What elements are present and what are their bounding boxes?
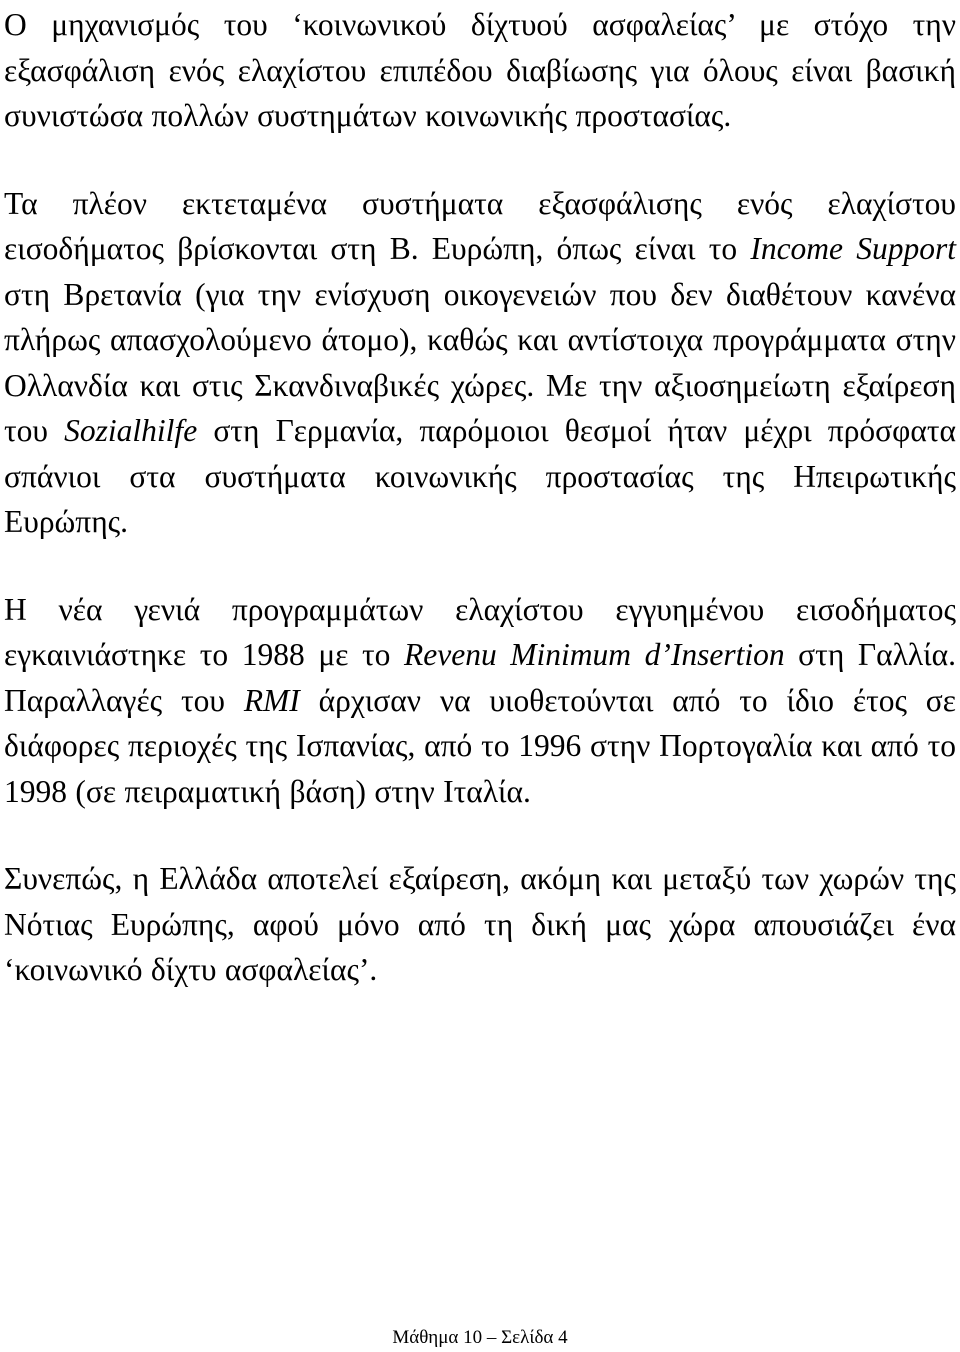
paragraph-text: άρχισαν να υιοθετούνται από το ίδιο έτος σε διάφορες περιοχές της Ισπανίας, από το 1996 στην Πορτογαλία και από το 1998 (σε πειραματική βάση) στην Ιταλία.	[4, 682, 956, 809]
paragraph-greece-exception	[4, 856, 956, 993]
italic-term-rmi-full: Revenu Minimum d’Insertion	[404, 637, 785, 672]
italic-term-sozialhilfe: Sozialhilfe	[64, 413, 198, 448]
page-number-label: Μάθημα 10 – Σελίδα 4	[392, 1327, 568, 1348]
paragraph-new-generation	[4, 587, 956, 815]
paragraph-text: Η νέα γενιά προγραμμάτων ελαχίστου εγγυημένου εισοδήματος εγκαινιάστηκε το 1988 με το	[4, 591, 956, 672]
italic-term-income-support: Income Support	[750, 231, 956, 266]
paragraph-safety-net-intro	[4, 2, 956, 139]
paragraph-text: Ο μηχανισμός του ‘κοινωνικού δίχτυού ασφαλείας’ με στόχο την εξασφάλιση ενός ελαχίστου επιπέδου διαβίωσης για όλους είναι βασική συνιστώσα πολλών συστημάτων κοινωνικής προστασίας.	[4, 7, 956, 133]
italic-term-rmi: RMI	[243, 682, 300, 718]
body-text	[4, 2, 956, 1035]
paragraph-text: στη Γερμανία, παρόμοιοι θεσμοί ήταν μέχρι πρόσφατα σπάνιοι στα συστήματα κοινωνικής προστασίας της Ηπειρωτικής Ευρώπης.	[4, 413, 957, 539]
page-footer	[0, 1326, 960, 1350]
paragraph-text: Τα πλέον εκτεταμένα συστήματα εξασφάλισης ενός ελαχίστου εισοδήματος βρίσκονται στη Β. Ευρώπη, όπως είναι το	[4, 185, 956, 266]
paragraph-text: στη Βρετανία (για την ενίσχυση οικογενειών που δεν διαθέτουν κανένα πλήρως απασχολούμενο άτομο), καθώς και αντίστοιχα προγράμματα στην Ολλανδία και στις Σκανδιναβικές χώρες. Με την αξιοσημείωτη εξαίρεση του	[4, 276, 956, 448]
paragraph-text: Συνεπώς, η Ελλάδα αποτελεί εξαίρεση, ακόμη και μεταξύ των χωρών της Νότιας Ευρώπης, αφού μόνο από τη δική μας χώρα απουσιάζει ένα ‘κοινωνικό δίχτυ ασφαλείας’.	[4, 861, 956, 987]
paragraph-text: στη Γαλλία. Παραλλαγές του	[4, 637, 956, 718]
paragraph-northern-europe	[4, 181, 956, 545]
